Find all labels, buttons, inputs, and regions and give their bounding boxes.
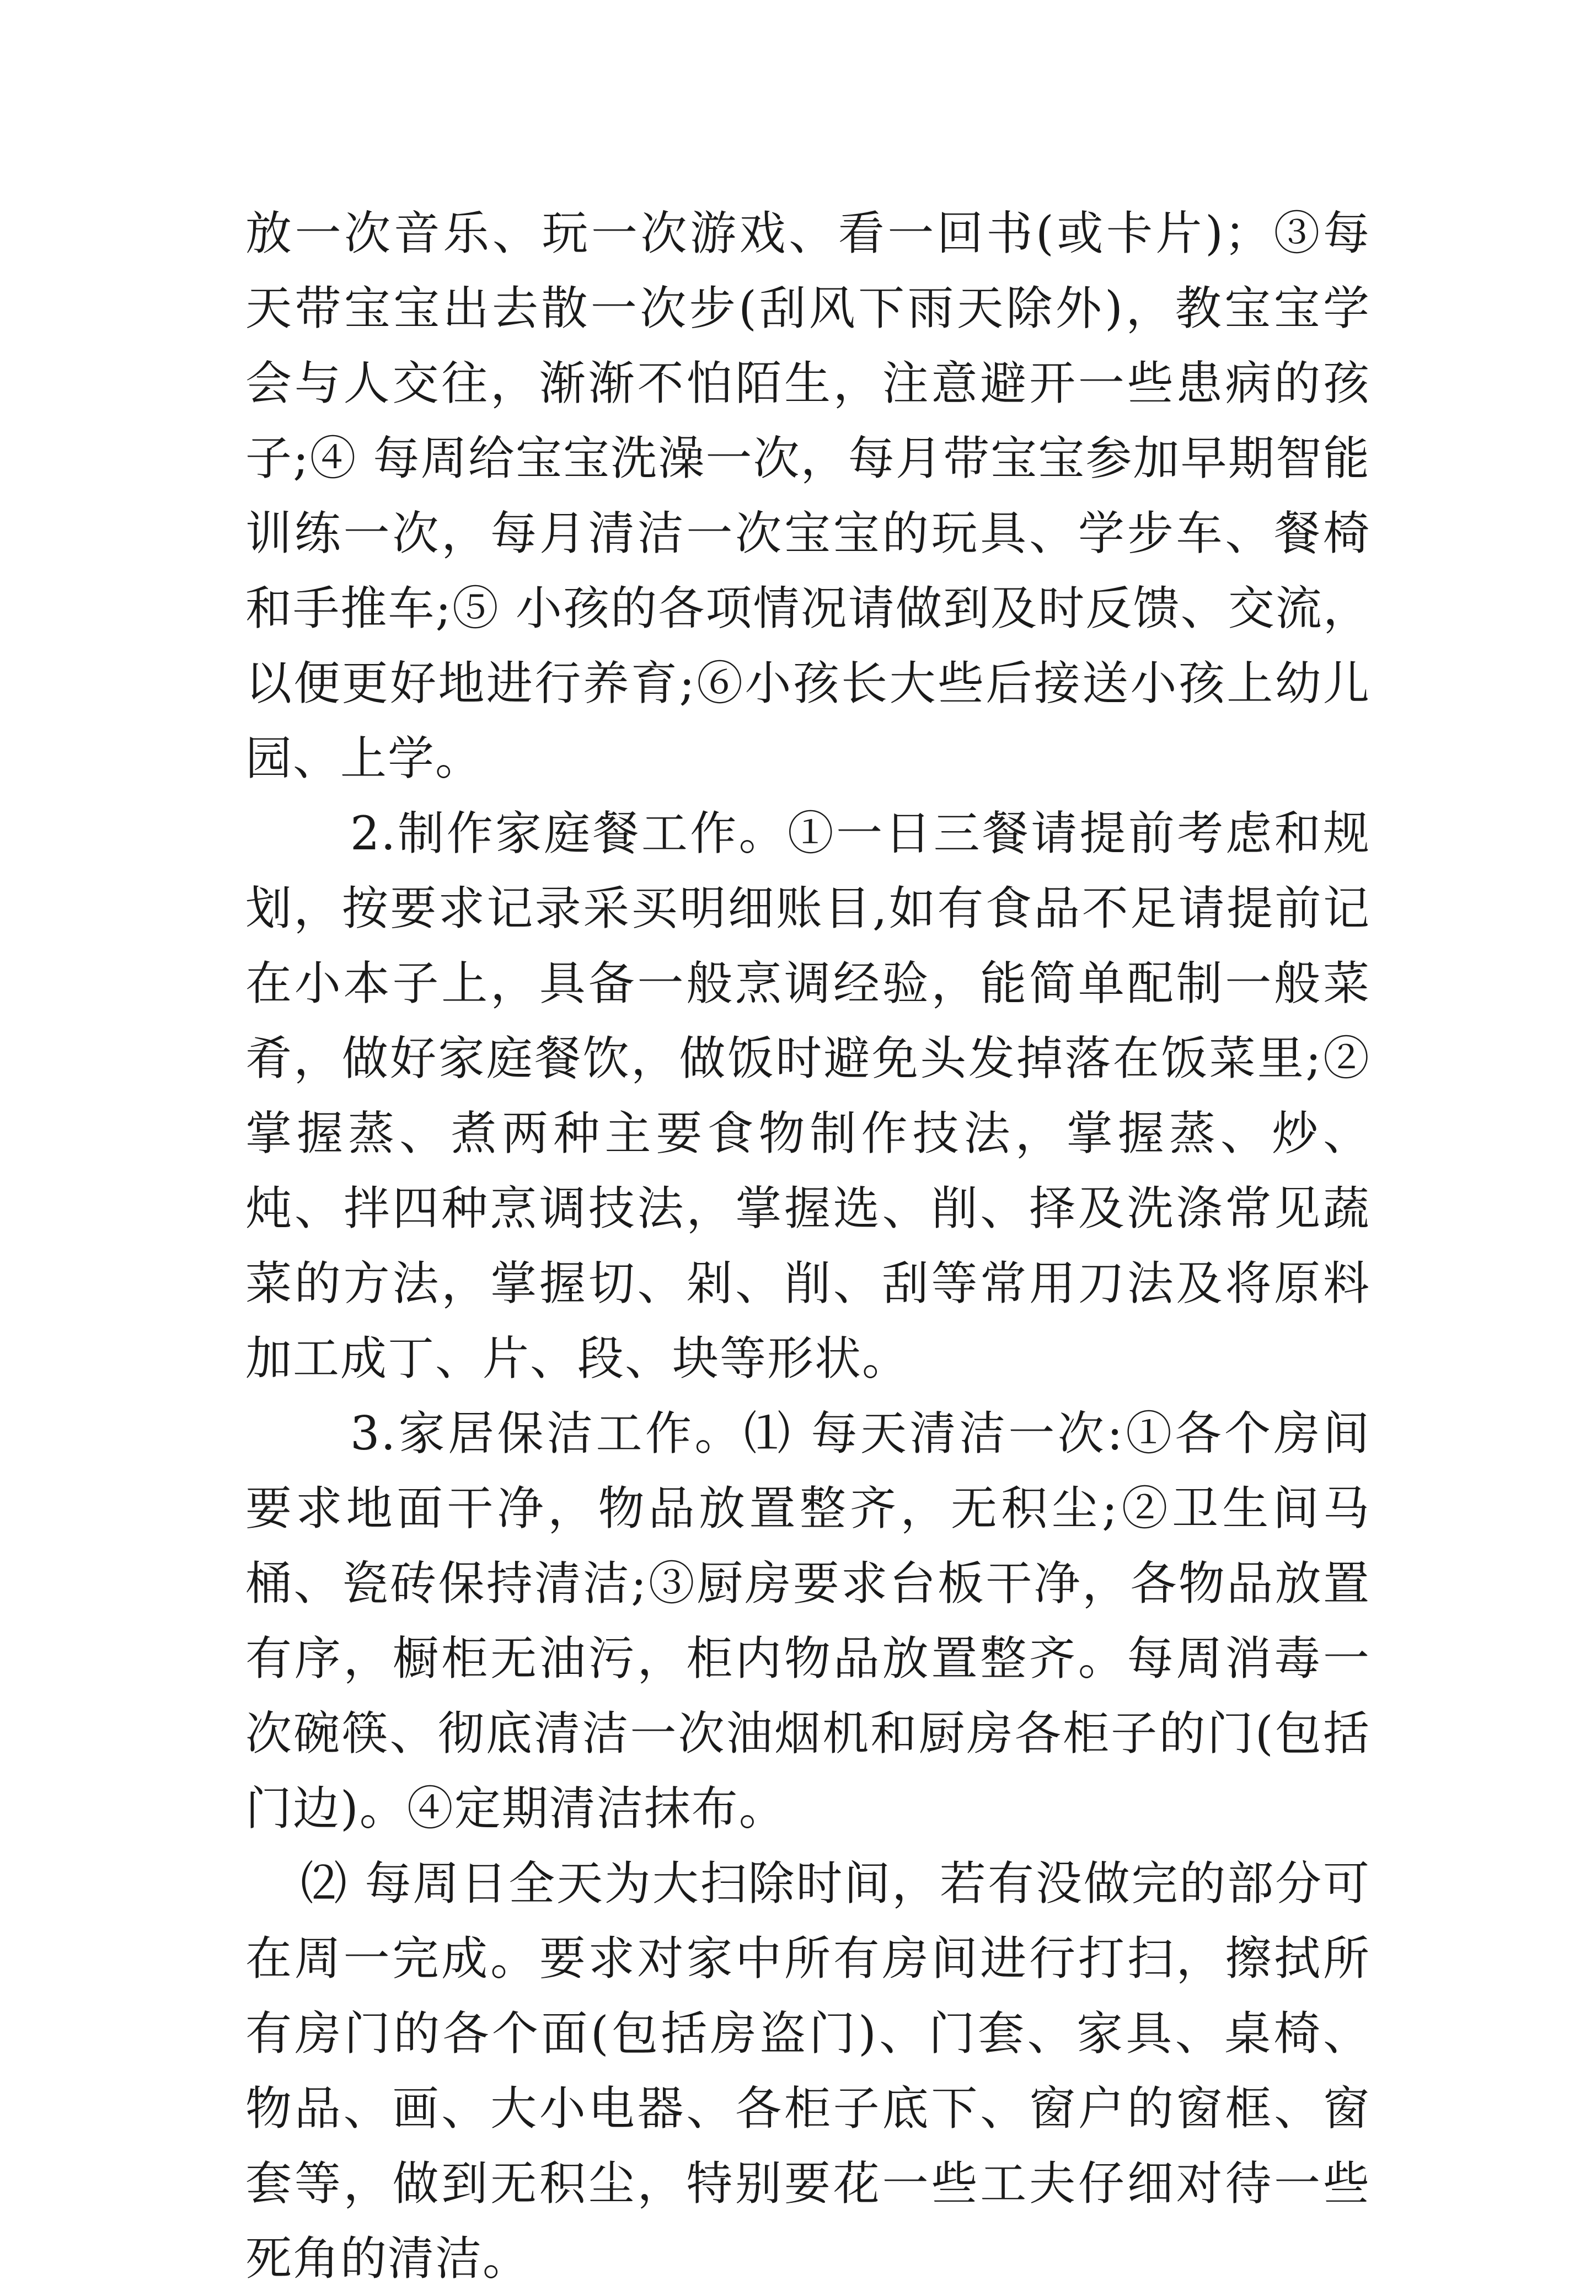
paragraph-childcare-continued: 放一次音乐、玩一次游戏、看一回书(或卡片)；③每天带宝宝出去散一次步(刮风下雨天除外)，教宝宝学会与人交往，渐渐不怕陌生，注意避开一些患病的孩子;④ 每周给宝宝洗澡一次，每月带宝宝参加早期智能训练一次，每月清洁一次宝宝的玩具、学步车、餐椅和手推车;⑤ 小孩的各项情况请做到及时反馈、交流，以便更好地进行养育;⑥小孩长大些后接送小孩上幼儿园、上学。: [245, 206, 1370, 785]
paragraph-family-meals: 2.制作家庭餐工作。①一日三餐请提前考虑和规划，按要求记录采买明细账目,如有食品不足请提前记在小本子上，具备一般烹调经验，能简单配制一般菜肴，做好家庭餐饮，做饭时避免头发掉落在饭菜里;②掌握蒸、煮两种主要食物制作技法，掌握蒸、炒、炖、拌四种烹调技法，掌握选、削、择及洗涤常见蔬菜的方法，掌握切、剁、削、刮等常用刀法及将原料加工成丁、片、段、块等形状。: [245, 806, 1370, 1385]
paragraph-house-cleaning: 3.家居保洁工作。⑴ 每天清洁一次:①各个房间要求地面干净，物品放置整齐，无积尘;②卫生间马桶、瓷砖保持清洁;③厨房要求台板干净，各物品放置有序，橱柜无油污，柜内物品放置整齐。每周消毒一次碗筷、彻底清洁一次油烟机和厨房各柜子的门(包括门边)。④定期清洁抹布。: [245, 1406, 1370, 1835]
document-body: [245, 196, 1370, 2296]
paragraph-weekly-cleaning: ⑵ 每周日全天为大扫除时间，若有没做完的部分可在周一完成。要求对家中所有房间进行打扫，擦拭所有房门的各个面(包括房盗门)、门套、家具、桌椅、物品、画、大小电器、各柜子底下、窗户的窗框、窗套等，做到无积尘，特别要花一些工夫仔细对待一些死角的清洁。: [245, 1856, 1370, 2286]
